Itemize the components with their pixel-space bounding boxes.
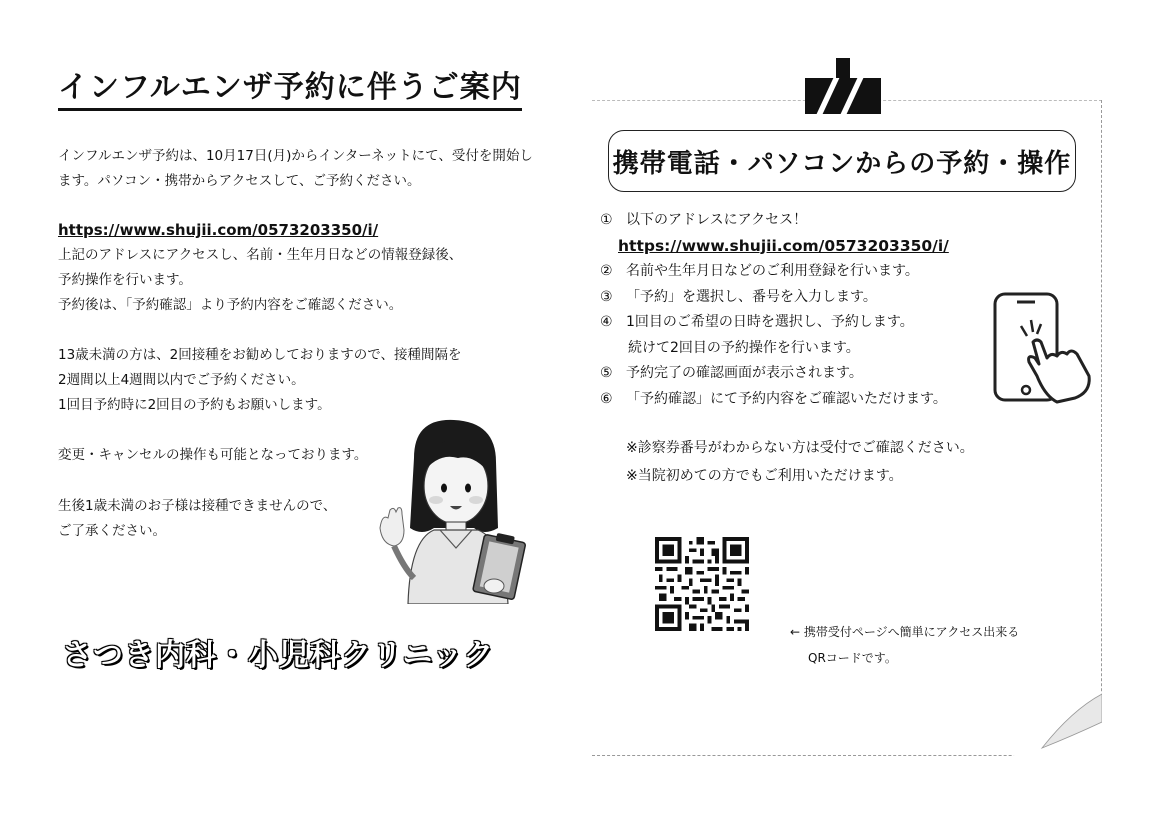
step-item: ① 以下のアドレスにアクセス！ bbox=[600, 212, 808, 228]
under13-line-2: 2週間以上4週間以内でご予約ください。 bbox=[58, 372, 305, 388]
page-title: インフルエンザ予約に伴うご案内 bbox=[58, 62, 522, 111]
step-item-continued: 続けて2回目の予約操作を行います。 bbox=[628, 339, 860, 356]
panel-heading: 携帯電話・パソコンからの予約・操作 bbox=[608, 130, 1076, 192]
url-paragraph bbox=[58, 218, 558, 318]
notes bbox=[626, 434, 974, 490]
note-line-1: ※診察券番号がわからない方は受付でご確認ください。 bbox=[626, 440, 974, 456]
intro-line-1: インフルエンザ予約は、10月17日(月)からインターネットにて、受付を開始し bbox=[58, 148, 533, 164]
intro-line-2: ます。パソコン・携帯からアクセスして、ご予約ください。 bbox=[58, 173, 421, 189]
infant-line-2: ご了承ください。 bbox=[58, 523, 166, 539]
after-url-line-2: 予約操作を行います。 bbox=[58, 272, 192, 288]
page-curl bbox=[1012, 692, 1102, 756]
qr-caption-line-1: ← 携帯受付ページへ簡単にアクセス出来る bbox=[790, 625, 1020, 639]
step-url-link[interactable]: https://www.shujii.com/0573203350/i/ bbox=[618, 236, 949, 255]
nurse-with-clipboard-illustration bbox=[374, 418, 534, 604]
qr-caption bbox=[790, 619, 1019, 671]
qr-caption-line-2: QRコードです。 bbox=[808, 651, 897, 665]
step-item: ③ 「予約」を選択し、番号を入力します。 bbox=[600, 288, 877, 305]
steps-list bbox=[600, 208, 949, 412]
reservation-url-link[interactable]: https://www.shujii.com/0573203350/i/ bbox=[58, 221, 379, 239]
under13-line-1: 13歳未満の方は、2回接種をお勧めしておりますので、接種間隔を bbox=[58, 347, 462, 363]
step-item: ⑤ 予約完了の確認画面が表示されます。 bbox=[600, 365, 863, 381]
after-url-line-1: 上記のアドレスにアクセスし、名前・生年月日などの情報登録後、 bbox=[58, 247, 463, 263]
infant-line-1: 生後1歳未満のお子様は接種できませんので、 bbox=[58, 498, 337, 514]
under13-paragraph bbox=[58, 343, 558, 418]
step-item: ④ 1回目のご希望の日時を選択し、予約します。 bbox=[600, 314, 914, 330]
after-url-line-3: 予約後は、「予約確認」より予約内容をご確認ください。 bbox=[58, 297, 403, 313]
step-item: ⑥ 「予約確認」にて予約内容をご確認いただけます。 bbox=[600, 390, 947, 407]
under13-line-3: 1回目予約時に2回目の予約もお願いします。 bbox=[58, 397, 331, 413]
binder-clip-icon bbox=[805, 78, 881, 114]
clinic-name: さつき内科・小児科クリニック bbox=[62, 638, 495, 673]
change-line: 変更・キャンセルの操作も可能となっております。 bbox=[58, 447, 368, 463]
step-item: ② 名前や生年月日などのご利用登録を行います。 bbox=[600, 263, 919, 279]
smartphone-tap-icon bbox=[993, 292, 1093, 404]
clip-peak bbox=[836, 58, 850, 80]
note-line-2: ※当院初めての方でもご利用いただけます。 bbox=[626, 468, 903, 484]
qr-code[interactable] bbox=[655, 537, 749, 631]
intro-paragraph bbox=[58, 144, 558, 194]
